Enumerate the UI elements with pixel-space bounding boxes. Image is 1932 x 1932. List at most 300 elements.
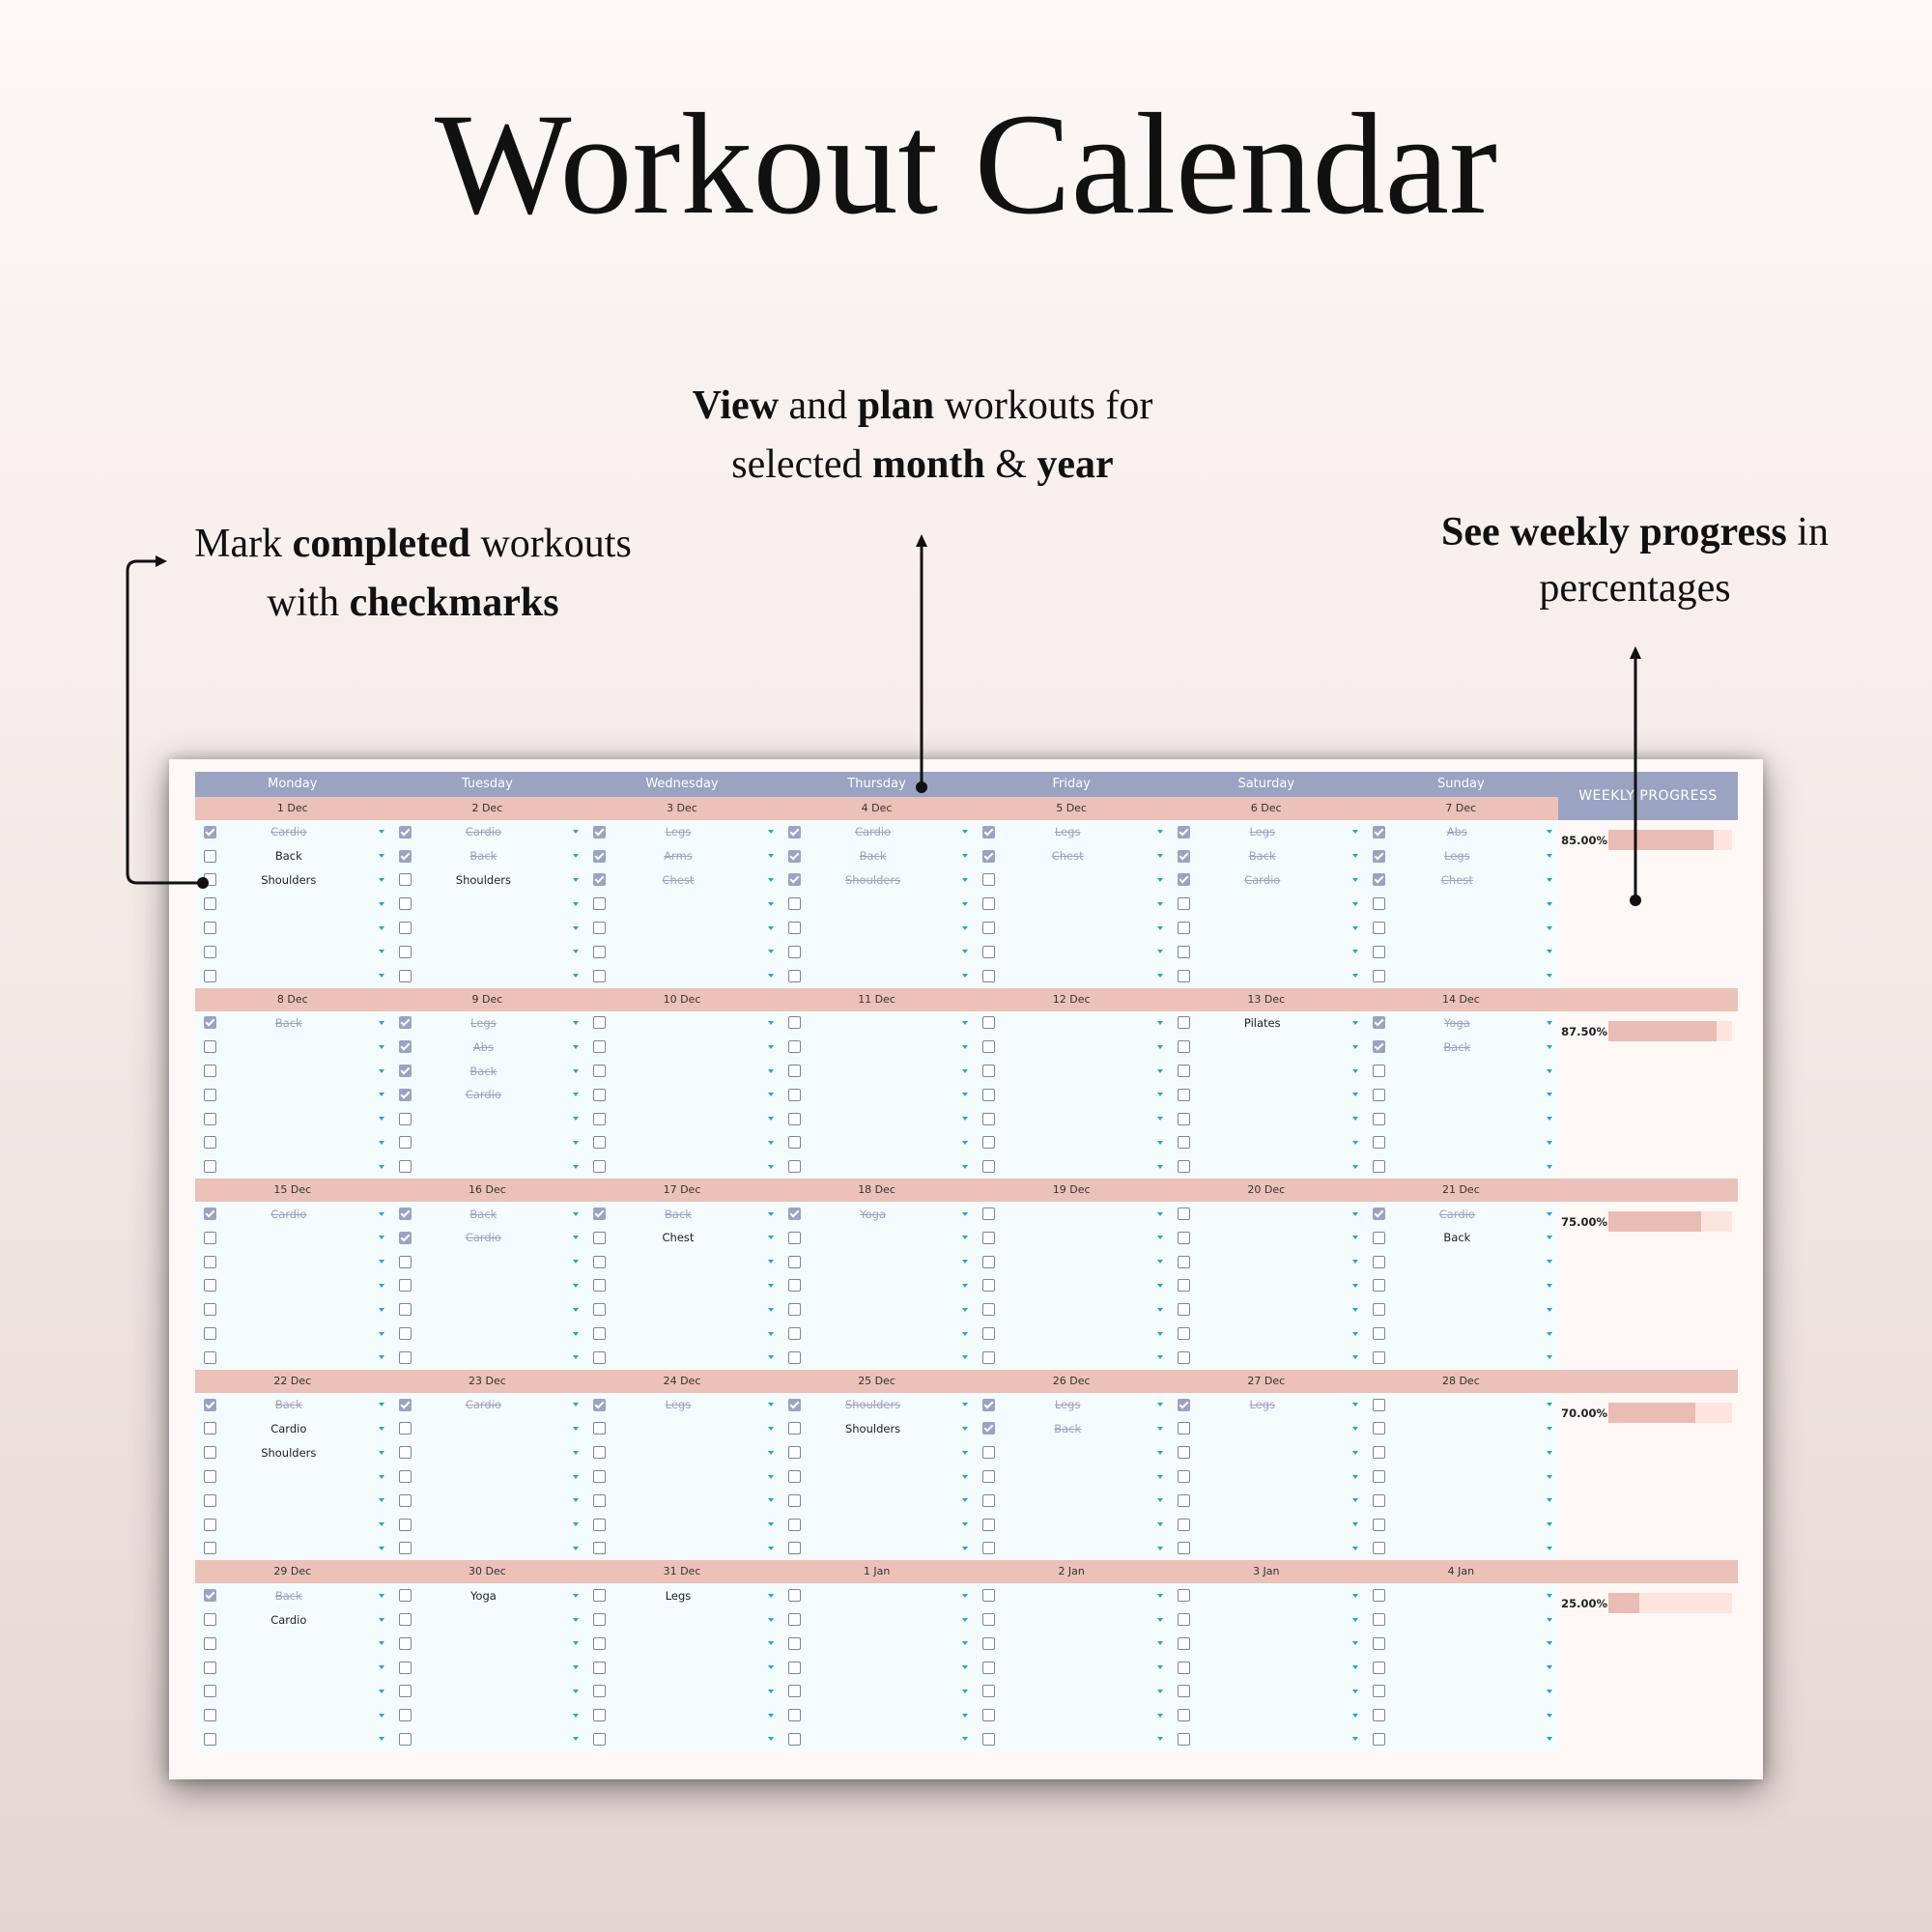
completion-checkbox[interactable]	[788, 946, 801, 958]
completion-checkbox[interactable]	[1373, 922, 1385, 934]
completion-checkbox[interactable]	[1178, 1637, 1190, 1650]
workout-select[interactable]: Back	[1248, 849, 1276, 864]
completion-checkbox[interactable]	[788, 1208, 801, 1220]
dropdown-arrow-icon[interactable]	[1352, 1117, 1358, 1121]
completion-checkbox[interactable]	[1178, 1279, 1190, 1292]
completion-checkbox[interactable]	[593, 1662, 606, 1674]
dropdown-arrow-icon[interactable]	[379, 1260, 384, 1264]
dropdown-arrow-icon[interactable]	[1157, 1236, 1163, 1239]
dropdown-arrow-icon[interactable]	[379, 830, 384, 834]
dropdown-arrow-icon[interactable]	[1547, 1475, 1552, 1479]
dropdown-arrow-icon[interactable]	[962, 1522, 968, 1526]
completion-checkbox[interactable]	[1373, 1208, 1385, 1220]
completion-checkbox[interactable]	[982, 1519, 995, 1531]
completion-checkbox[interactable]	[399, 1494, 412, 1507]
dropdown-arrow-icon[interactable]	[1352, 1069, 1358, 1073]
completion-checkbox[interactable]	[204, 1016, 216, 1029]
dropdown-arrow-icon[interactable]	[768, 830, 774, 834]
completion-checkbox[interactable]	[1373, 1733, 1385, 1746]
dropdown-arrow-icon[interactable]	[573, 1212, 579, 1216]
dropdown-arrow-icon[interactable]	[1352, 1093, 1358, 1096]
dropdown-arrow-icon[interactable]	[1352, 1665, 1358, 1669]
completion-checkbox[interactable]	[982, 1089, 995, 1101]
dropdown-arrow-icon[interactable]	[1547, 1165, 1552, 1169]
dropdown-arrow-icon[interactable]	[379, 1021, 384, 1025]
completion-checkbox[interactable]	[1178, 1422, 1190, 1435]
completion-checkbox[interactable]	[788, 1279, 801, 1292]
workout-select[interactable]: Pilates	[1243, 1015, 1281, 1030]
completion-checkbox[interactable]	[982, 1494, 995, 1507]
completion-checkbox[interactable]	[788, 1256, 801, 1268]
dropdown-arrow-icon[interactable]	[1352, 1547, 1358, 1550]
dropdown-arrow-icon[interactable]	[573, 1165, 579, 1169]
completion-checkbox[interactable]	[1373, 1256, 1385, 1268]
workout-select[interactable]: Back	[469, 1207, 497, 1221]
completion-checkbox[interactable]	[204, 1446, 216, 1459]
dropdown-arrow-icon[interactable]	[1157, 1403, 1163, 1406]
completion-checkbox[interactable]	[593, 970, 606, 982]
workout-select[interactable]: Legs	[470, 1015, 497, 1030]
completion-checkbox[interactable]	[788, 1494, 801, 1507]
dropdown-arrow-icon[interactable]	[573, 1308, 579, 1312]
completion-checkbox[interactable]	[204, 897, 216, 910]
completion-checkbox[interactable]	[1178, 1613, 1190, 1626]
dropdown-arrow-icon[interactable]	[1352, 1714, 1358, 1718]
workout-select[interactable]: Legs	[1249, 825, 1276, 839]
workout-select[interactable]: Back	[1054, 1421, 1082, 1435]
dropdown-arrow-icon[interactable]	[573, 1522, 579, 1526]
dropdown-arrow-icon[interactable]	[1157, 1714, 1163, 1718]
completion-checkbox[interactable]	[1178, 1136, 1190, 1149]
completion-checkbox[interactable]	[982, 1136, 995, 1149]
workout-select[interactable]: Cardio	[465, 1231, 501, 1245]
completion-checkbox[interactable]	[204, 922, 216, 934]
completion-checkbox[interactable]	[982, 1208, 995, 1220]
dropdown-arrow-icon[interactable]	[962, 926, 968, 930]
completion-checkbox[interactable]	[593, 1327, 606, 1340]
completion-checkbox[interactable]	[399, 1446, 412, 1459]
completion-checkbox[interactable]	[593, 1399, 606, 1411]
workout-select[interactable]: Cardio	[270, 1612, 307, 1627]
dropdown-arrow-icon[interactable]	[1157, 1498, 1163, 1502]
completion-checkbox[interactable]	[1178, 1470, 1190, 1483]
completion-checkbox[interactable]	[788, 922, 801, 934]
dropdown-arrow-icon[interactable]	[1547, 902, 1552, 906]
completion-checkbox[interactable]	[399, 1113, 412, 1125]
completion-checkbox[interactable]	[1178, 1519, 1190, 1531]
completion-checkbox[interactable]	[593, 1446, 606, 1459]
completion-checkbox[interactable]	[788, 873, 801, 886]
completion-checkbox[interactable]	[788, 1519, 801, 1531]
completion-checkbox[interactable]	[1373, 1589, 1385, 1602]
completion-checkbox[interactable]	[982, 1709, 995, 1721]
completion-checkbox[interactable]	[593, 1208, 606, 1220]
completion-checkbox[interactable]	[399, 850, 412, 863]
completion-checkbox[interactable]	[399, 1089, 412, 1101]
dropdown-arrow-icon[interactable]	[1547, 1332, 1552, 1336]
completion-checkbox[interactable]	[399, 1136, 412, 1149]
dropdown-arrow-icon[interactable]	[379, 1069, 384, 1073]
dropdown-arrow-icon[interactable]	[768, 1403, 774, 1406]
completion-checkbox[interactable]	[1373, 826, 1385, 838]
completion-checkbox[interactable]	[982, 1733, 995, 1746]
completion-checkbox[interactable]	[593, 922, 606, 934]
dropdown-arrow-icon[interactable]	[379, 974, 384, 978]
completion-checkbox[interactable]	[982, 1016, 995, 1029]
completion-checkbox[interactable]	[399, 1279, 412, 1292]
dropdown-arrow-icon[interactable]	[1547, 854, 1552, 858]
dropdown-arrow-icon[interactable]	[1547, 1403, 1552, 1406]
workout-select[interactable]: Chest	[662, 1231, 695, 1245]
dropdown-arrow-icon[interactable]	[962, 1665, 968, 1669]
dropdown-arrow-icon[interactable]	[962, 1737, 968, 1741]
dropdown-arrow-icon[interactable]	[1547, 1236, 1552, 1239]
completion-checkbox[interactable]	[204, 1279, 216, 1292]
completion-checkbox[interactable]	[982, 1303, 995, 1316]
dropdown-arrow-icon[interactable]	[962, 1427, 968, 1431]
workout-select[interactable]: Shoulders	[844, 1398, 901, 1412]
completion-checkbox[interactable]	[1373, 1446, 1385, 1459]
completion-checkbox[interactable]	[788, 1327, 801, 1340]
completion-checkbox[interactable]	[982, 1256, 995, 1268]
workout-select[interactable]: Abs	[1446, 825, 1467, 839]
dropdown-arrow-icon[interactable]	[1352, 1021, 1358, 1025]
completion-checkbox[interactable]	[399, 1208, 412, 1220]
dropdown-arrow-icon[interactable]	[962, 1212, 968, 1216]
dropdown-arrow-icon[interactable]	[379, 926, 384, 930]
completion-checkbox[interactable]	[1178, 1065, 1190, 1077]
completion-checkbox[interactable]	[982, 1327, 995, 1340]
dropdown-arrow-icon[interactable]	[1547, 1093, 1552, 1096]
completion-checkbox[interactable]	[204, 1113, 216, 1125]
dropdown-arrow-icon[interactable]	[768, 1021, 774, 1025]
completion-checkbox[interactable]	[204, 970, 216, 982]
dropdown-arrow-icon[interactable]	[1547, 1308, 1552, 1312]
dropdown-arrow-icon[interactable]	[962, 1236, 968, 1239]
dropdown-arrow-icon[interactable]	[573, 950, 579, 953]
dropdown-arrow-icon[interactable]	[1157, 1522, 1163, 1526]
dropdown-arrow-icon[interactable]	[379, 1737, 384, 1741]
completion-checkbox[interactable]	[593, 1422, 606, 1435]
completion-checkbox[interactable]	[1178, 897, 1190, 910]
dropdown-arrow-icon[interactable]	[768, 1427, 774, 1431]
dropdown-arrow-icon[interactable]	[1547, 1045, 1552, 1049]
completion-checkbox[interactable]	[204, 1208, 216, 1220]
completion-checkbox[interactable]	[204, 1613, 216, 1626]
dropdown-arrow-icon[interactable]	[573, 1284, 579, 1288]
dropdown-arrow-icon[interactable]	[573, 1093, 579, 1096]
completion-checkbox[interactable]	[593, 1089, 606, 1101]
dropdown-arrow-icon[interactable]	[768, 926, 774, 930]
dropdown-arrow-icon[interactable]	[768, 1236, 774, 1239]
dropdown-arrow-icon[interactable]	[1352, 902, 1358, 906]
completion-checkbox[interactable]	[593, 1136, 606, 1149]
dropdown-arrow-icon[interactable]	[573, 1451, 579, 1455]
completion-checkbox[interactable]	[982, 1279, 995, 1292]
dropdown-arrow-icon[interactable]	[1352, 1451, 1358, 1455]
dropdown-arrow-icon[interactable]	[768, 1665, 774, 1669]
dropdown-arrow-icon[interactable]	[768, 1045, 774, 1049]
dropdown-arrow-icon[interactable]	[1547, 1690, 1552, 1693]
completion-checkbox[interactable]	[399, 1040, 412, 1053]
completion-checkbox[interactable]	[788, 1016, 801, 1029]
workout-select[interactable]: Yoga	[469, 1588, 497, 1603]
completion-checkbox[interactable]	[1178, 1089, 1190, 1101]
completion-checkbox[interactable]	[204, 1136, 216, 1149]
dropdown-arrow-icon[interactable]	[379, 1165, 384, 1169]
dropdown-arrow-icon[interactable]	[1547, 1451, 1552, 1455]
dropdown-arrow-icon[interactable]	[768, 902, 774, 906]
dropdown-arrow-icon[interactable]	[962, 1093, 968, 1096]
dropdown-arrow-icon[interactable]	[573, 1427, 579, 1431]
dropdown-arrow-icon[interactable]	[1547, 1117, 1552, 1121]
completion-checkbox[interactable]	[399, 1662, 412, 1674]
completion-checkbox[interactable]	[204, 1160, 216, 1173]
dropdown-arrow-icon[interactable]	[1352, 1332, 1358, 1336]
dropdown-arrow-icon[interactable]	[1157, 1212, 1163, 1216]
completion-checkbox[interactable]	[788, 1040, 801, 1053]
dropdown-arrow-icon[interactable]	[573, 878, 579, 882]
dropdown-arrow-icon[interactable]	[379, 1714, 384, 1718]
dropdown-arrow-icon[interactable]	[1157, 1021, 1163, 1025]
dropdown-arrow-icon[interactable]	[573, 1260, 579, 1264]
dropdown-arrow-icon[interactable]	[1352, 1594, 1358, 1598]
completion-checkbox[interactable]	[982, 1446, 995, 1459]
dropdown-arrow-icon[interactable]	[768, 1332, 774, 1336]
completion-checkbox[interactable]	[788, 1709, 801, 1721]
completion-checkbox[interactable]	[593, 1232, 606, 1244]
completion-checkbox[interactable]	[788, 1685, 801, 1697]
dropdown-arrow-icon[interactable]	[1157, 1690, 1163, 1693]
dropdown-arrow-icon[interactable]	[1157, 1165, 1163, 1169]
dropdown-arrow-icon[interactable]	[1157, 1355, 1163, 1359]
dropdown-arrow-icon[interactable]	[379, 1594, 384, 1598]
completion-checkbox[interactable]	[399, 1232, 412, 1244]
dropdown-arrow-icon[interactable]	[768, 1618, 774, 1622]
dropdown-arrow-icon[interactable]	[1352, 1260, 1358, 1264]
dropdown-arrow-icon[interactable]	[1157, 1547, 1163, 1550]
completion-checkbox[interactable]	[788, 897, 801, 910]
completion-checkbox[interactable]	[982, 922, 995, 934]
completion-checkbox[interactable]	[1373, 1065, 1385, 1077]
dropdown-arrow-icon[interactable]	[1547, 1069, 1552, 1073]
completion-checkbox[interactable]	[593, 1160, 606, 1173]
dropdown-arrow-icon[interactable]	[573, 926, 579, 930]
dropdown-arrow-icon[interactable]	[1352, 854, 1358, 858]
dropdown-arrow-icon[interactable]	[768, 1594, 774, 1598]
completion-checkbox[interactable]	[1178, 1232, 1190, 1244]
dropdown-arrow-icon[interactable]	[962, 1475, 968, 1479]
completion-checkbox[interactable]	[399, 1709, 412, 1721]
completion-checkbox[interactable]	[399, 1303, 412, 1316]
completion-checkbox[interactable]	[788, 1613, 801, 1626]
dropdown-arrow-icon[interactable]	[1352, 926, 1358, 930]
dropdown-arrow-icon[interactable]	[1157, 974, 1163, 978]
completion-checkbox[interactable]	[399, 1685, 412, 1697]
workout-select[interactable]: Back	[665, 1207, 692, 1221]
completion-checkbox[interactable]	[399, 1016, 412, 1029]
completion-checkbox[interactable]	[399, 1256, 412, 1268]
completion-checkbox[interactable]	[982, 1351, 995, 1364]
dropdown-arrow-icon[interactable]	[768, 1451, 774, 1455]
dropdown-arrow-icon[interactable]	[573, 1665, 579, 1669]
completion-checkbox[interactable]	[982, 1685, 995, 1697]
completion-checkbox[interactable]	[1178, 1733, 1190, 1746]
dropdown-arrow-icon[interactable]	[1547, 926, 1552, 930]
completion-checkbox[interactable]	[982, 1399, 995, 1411]
dropdown-arrow-icon[interactable]	[768, 1355, 774, 1359]
dropdown-arrow-icon[interactable]	[573, 1618, 579, 1622]
workout-select[interactable]: Back	[859, 849, 887, 864]
workout-select[interactable]: Back	[274, 849, 302, 864]
completion-checkbox[interactable]	[788, 1136, 801, 1149]
completion-checkbox[interactable]	[204, 1089, 216, 1101]
dropdown-arrow-icon[interactable]	[962, 1332, 968, 1336]
dropdown-arrow-icon[interactable]	[1157, 1451, 1163, 1455]
completion-checkbox[interactable]	[1373, 873, 1385, 886]
completion-checkbox[interactable]	[204, 1422, 216, 1435]
dropdown-arrow-icon[interactable]	[1352, 1236, 1358, 1239]
completion-checkbox[interactable]	[1373, 1016, 1385, 1029]
dropdown-arrow-icon[interactable]	[379, 1284, 384, 1288]
dropdown-arrow-icon[interactable]	[1157, 1641, 1163, 1645]
dropdown-arrow-icon[interactable]	[768, 1690, 774, 1693]
completion-checkbox[interactable]	[1373, 1351, 1385, 1364]
dropdown-arrow-icon[interactable]	[1157, 830, 1163, 834]
completion-checkbox[interactable]	[982, 1613, 995, 1626]
completion-checkbox[interactable]	[593, 1709, 606, 1721]
workout-select[interactable]: Shoulders	[844, 1421, 901, 1435]
dropdown-arrow-icon[interactable]	[1352, 974, 1358, 978]
completion-checkbox[interactable]	[1178, 1160, 1190, 1173]
completion-checkbox[interactable]	[788, 970, 801, 982]
completion-checkbox[interactable]	[204, 1709, 216, 1721]
completion-checkbox[interactable]	[399, 897, 412, 910]
completion-checkbox[interactable]	[788, 1733, 801, 1746]
workout-select[interactable]: Cardio	[465, 825, 501, 839]
dropdown-arrow-icon[interactable]	[1547, 878, 1552, 882]
completion-checkbox[interactable]	[1178, 1446, 1190, 1459]
completion-checkbox[interactable]	[788, 1399, 801, 1411]
completion-checkbox[interactable]	[593, 1016, 606, 1029]
completion-checkbox[interactable]	[1373, 1685, 1385, 1697]
completion-checkbox[interactable]	[1178, 970, 1190, 982]
completion-checkbox[interactable]	[1373, 1399, 1385, 1411]
workout-select[interactable]: Shoulders	[455, 872, 511, 887]
dropdown-arrow-icon[interactable]	[768, 1260, 774, 1264]
dropdown-arrow-icon[interactable]	[1157, 1618, 1163, 1622]
dropdown-arrow-icon[interactable]	[1157, 1594, 1163, 1598]
completion-checkbox[interactable]	[204, 1589, 216, 1602]
dropdown-arrow-icon[interactable]	[1352, 1355, 1358, 1359]
dropdown-arrow-icon[interactable]	[379, 1690, 384, 1693]
completion-checkbox[interactable]	[1373, 1040, 1385, 1053]
workout-select[interactable]: Yoga	[1443, 1015, 1470, 1030]
completion-checkbox[interactable]	[593, 1279, 606, 1292]
completion-checkbox[interactable]	[399, 1589, 412, 1602]
completion-checkbox[interactable]	[1178, 1494, 1190, 1507]
completion-checkbox[interactable]	[982, 946, 995, 958]
completion-checkbox[interactable]	[593, 1733, 606, 1746]
completion-checkbox[interactable]	[593, 1685, 606, 1697]
dropdown-arrow-icon[interactable]	[1352, 1045, 1358, 1049]
dropdown-arrow-icon[interactable]	[573, 1547, 579, 1550]
completion-checkbox[interactable]	[1178, 1662, 1190, 1674]
dropdown-arrow-icon[interactable]	[1547, 1547, 1552, 1550]
dropdown-arrow-icon[interactable]	[1547, 974, 1552, 978]
completion-checkbox[interactable]	[1373, 1519, 1385, 1531]
completion-checkbox[interactable]	[204, 850, 216, 863]
completion-checkbox[interactable]	[788, 850, 801, 863]
dropdown-arrow-icon[interactable]	[1157, 950, 1163, 953]
completion-checkbox[interactable]	[593, 1040, 606, 1053]
dropdown-arrow-icon[interactable]	[962, 1451, 968, 1455]
dropdown-arrow-icon[interactable]	[962, 974, 968, 978]
completion-checkbox[interactable]	[788, 1351, 801, 1364]
completion-checkbox[interactable]	[1373, 897, 1385, 910]
completion-checkbox[interactable]	[982, 1542, 995, 1554]
workout-select[interactable]: Legs	[665, 1398, 692, 1412]
workout-select[interactable]: Back	[274, 1398, 302, 1412]
completion-checkbox[interactable]	[1373, 1422, 1385, 1435]
workout-select[interactable]: Cardio	[465, 1088, 501, 1102]
dropdown-arrow-icon[interactable]	[962, 1021, 968, 1025]
dropdown-arrow-icon[interactable]	[768, 1165, 774, 1169]
workout-select[interactable]: Cardio	[270, 825, 307, 839]
completion-checkbox[interactable]	[204, 1733, 216, 1746]
completion-checkbox[interactable]	[788, 1446, 801, 1459]
dropdown-arrow-icon[interactable]	[768, 950, 774, 953]
dropdown-arrow-icon[interactable]	[962, 1547, 968, 1550]
completion-checkbox[interactable]	[982, 1040, 995, 1053]
workout-select[interactable]: Abs	[472, 1039, 494, 1054]
dropdown-arrow-icon[interactable]	[573, 1594, 579, 1598]
dropdown-arrow-icon[interactable]	[962, 1403, 968, 1406]
dropdown-arrow-icon[interactable]	[1547, 1284, 1552, 1288]
workout-select[interactable]: Cardio	[465, 1398, 501, 1412]
dropdown-arrow-icon[interactable]	[962, 1641, 968, 1645]
dropdown-arrow-icon[interactable]	[1157, 926, 1163, 930]
workout-select[interactable]: Back	[1443, 1039, 1471, 1054]
completion-checkbox[interactable]	[593, 1519, 606, 1531]
dropdown-arrow-icon[interactable]	[962, 830, 968, 834]
dropdown-arrow-icon[interactable]	[379, 950, 384, 953]
dropdown-arrow-icon[interactable]	[1547, 1212, 1552, 1216]
dropdown-arrow-icon[interactable]	[573, 1021, 579, 1025]
dropdown-arrow-icon[interactable]	[962, 1355, 968, 1359]
dropdown-arrow-icon[interactable]	[768, 1212, 774, 1216]
dropdown-arrow-icon[interactable]	[379, 1212, 384, 1216]
completion-checkbox[interactable]	[1178, 1303, 1190, 1316]
completion-checkbox[interactable]	[1373, 1709, 1385, 1721]
completion-checkbox[interactable]	[593, 1113, 606, 1125]
completion-checkbox[interactable]	[1178, 1040, 1190, 1053]
dropdown-arrow-icon[interactable]	[1157, 878, 1163, 882]
completion-checkbox[interactable]	[1373, 946, 1385, 958]
completion-checkbox[interactable]	[788, 1470, 801, 1483]
completion-checkbox[interactable]	[204, 1399, 216, 1411]
completion-checkbox[interactable]	[399, 1733, 412, 1746]
dropdown-arrow-icon[interactable]	[1547, 1427, 1552, 1431]
workout-select[interactable]: Back	[469, 1064, 497, 1078]
completion-checkbox[interactable]	[1373, 1113, 1385, 1125]
completion-checkbox[interactable]	[399, 922, 412, 934]
dropdown-arrow-icon[interactable]	[379, 878, 384, 882]
workout-select[interactable]: Chest	[662, 872, 695, 887]
dropdown-arrow-icon[interactable]	[768, 1475, 774, 1479]
completion-checkbox[interactable]	[399, 1470, 412, 1483]
dropdown-arrow-icon[interactable]	[962, 902, 968, 906]
